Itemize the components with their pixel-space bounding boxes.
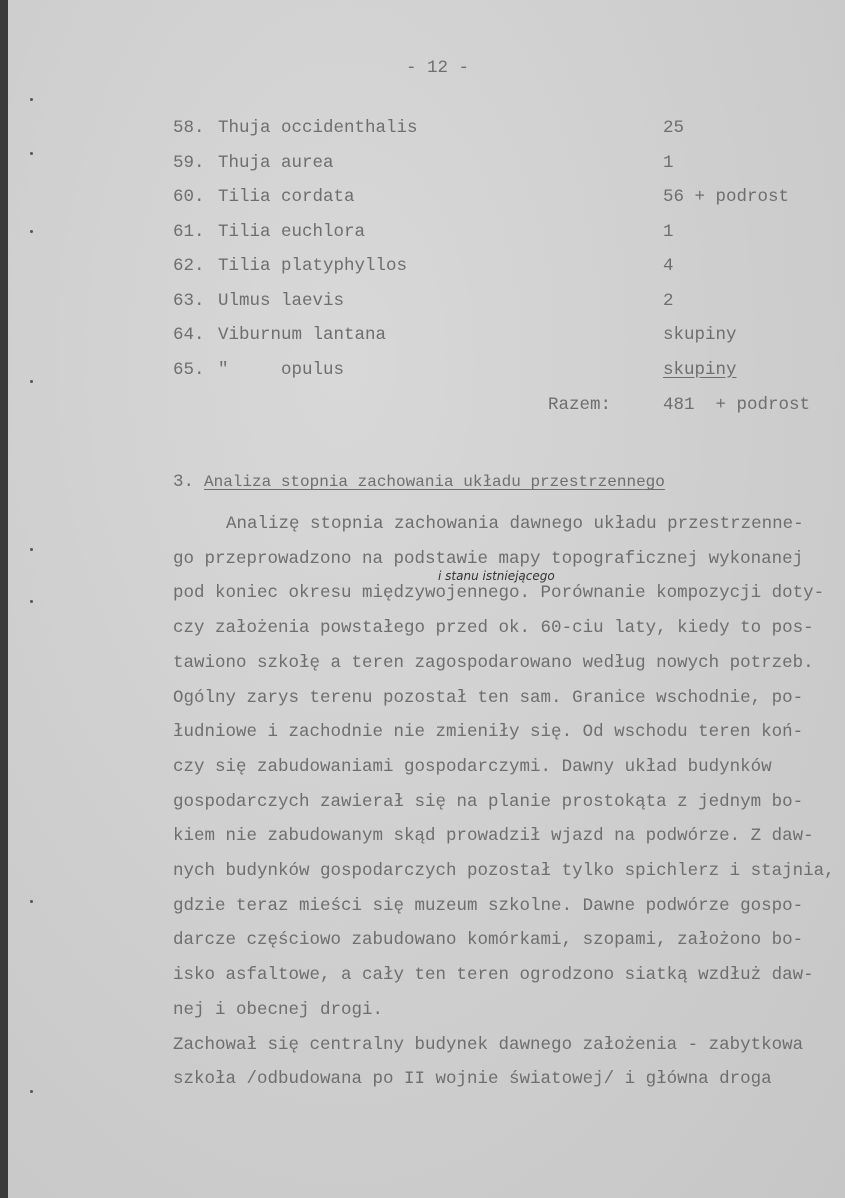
total-value: 481 + podrost <box>663 395 811 415</box>
paragraph-line: Zachował się centralny budynek dawnego założenia - zabytkowa <box>173 1034 804 1055</box>
paragraph-line: tawiono szkołę a teren zagospodarowano według nowych potrzeb. <box>173 652 814 673</box>
paragraph-line: pod koniec okresu międzywojennego. Porównanie kompozycji doty- <box>173 583 825 604</box>
species-name: " opulus <box>218 359 345 380</box>
species-count: skupiny <box>663 325 737 345</box>
punch-mark <box>30 600 33 603</box>
species-number: 65. <box>173 359 205 380</box>
species-number: 61. <box>173 221 205 242</box>
paragraph-line: Ogólny zarys terenu pozostał ten sam. Granice wschodnie, po- <box>173 687 804 708</box>
section-number: 3. <box>173 472 195 492</box>
paragraph-line: czy założenia powstałego przed ok. 60-ciu laty, kiedy to pos- <box>173 618 814 639</box>
species-number: 58. <box>173 118 205 138</box>
punch-mark <box>30 98 33 101</box>
species-number: 64. <box>173 325 205 345</box>
species-count: 56 + podrost <box>663 187 790 207</box>
total-label: Razem: <box>548 395 612 415</box>
punch-mark <box>30 152 33 155</box>
punch-mark <box>30 1090 33 1093</box>
species-name: Thuja occidenthalis <box>218 118 418 138</box>
species-count: 1 <box>663 221 674 242</box>
paragraph-line: darcze częściowo zabudowano komórkami, szopami, założono bo- <box>173 930 804 951</box>
page-number: - 12 - <box>406 58 470 78</box>
punch-mark <box>30 900 33 903</box>
species-count: 1 <box>663 152 674 173</box>
species-count: 2 <box>663 290 674 311</box>
species-name: Thuja aurea <box>218 152 334 173</box>
paragraph-line: gdzie teraz mieści się muzeum szkolne. Dawne podwórze gospo- <box>173 895 804 916</box>
paragraph-line: kiem nie zabudowanym skąd prowadził wjazd na podwórze. Z daw- <box>173 826 814 847</box>
paragraph-line: Analizę stopnia zachowania dawnego układu przestrzenne- <box>226 514 804 534</box>
species-name: Viburnum lantana <box>218 325 387 345</box>
paragraph-line: isko asfaltowe, a cały ten teren ogrodzono siatką wzdłuż daw- <box>173 965 814 986</box>
species-count: skupiny <box>663 359 737 380</box>
species-name: Tilia cordata <box>218 187 355 207</box>
species-name: Tilia platyphyllos <box>218 256 408 276</box>
handwritten-note: i stanu istniejącego <box>438 569 555 583</box>
paragraph-line: łudniowe i zachodnie nie zmieniły się. Od wschodu teren koń- <box>173 722 804 743</box>
paragraph-line: gospodarczych zawierał się na planie prostokąta z jednym bo- <box>173 791 804 812</box>
species-count: 4 <box>663 256 674 276</box>
paragraph-line: nych budynków gospodarczych pozostał tylko spichlerz i stajnia, <box>173 861 835 881</box>
scan-edge <box>0 0 8 1198</box>
species-count: 25 <box>663 118 685 138</box>
paragraph-line: nej i obecnej drogi. <box>173 999 384 1020</box>
species-name: Ulmus laevis <box>218 290 345 311</box>
punch-mark <box>30 548 33 551</box>
paragraph-line: go przeprowadzono na podstawie mapy topograficznej wykonanej <box>173 548 804 569</box>
species-number: 62. <box>173 256 205 276</box>
species-number: 63. <box>173 290 205 311</box>
paragraph-line: szkoła /odbudowana po II wojnie światowej/ i główna droga <box>173 1069 772 1090</box>
punch-mark <box>30 230 33 233</box>
section-title: Analiza stopnia zachowania układu przestrzennego <box>204 473 665 491</box>
species-number: 60. <box>173 187 205 207</box>
species-name: Tilia euchlora <box>218 221 366 242</box>
species-number: 59. <box>173 152 205 173</box>
punch-mark <box>30 380 33 383</box>
paragraph-line: czy się zabudowaniami gospodarczymi. Dawny układ budynków <box>173 756 772 777</box>
